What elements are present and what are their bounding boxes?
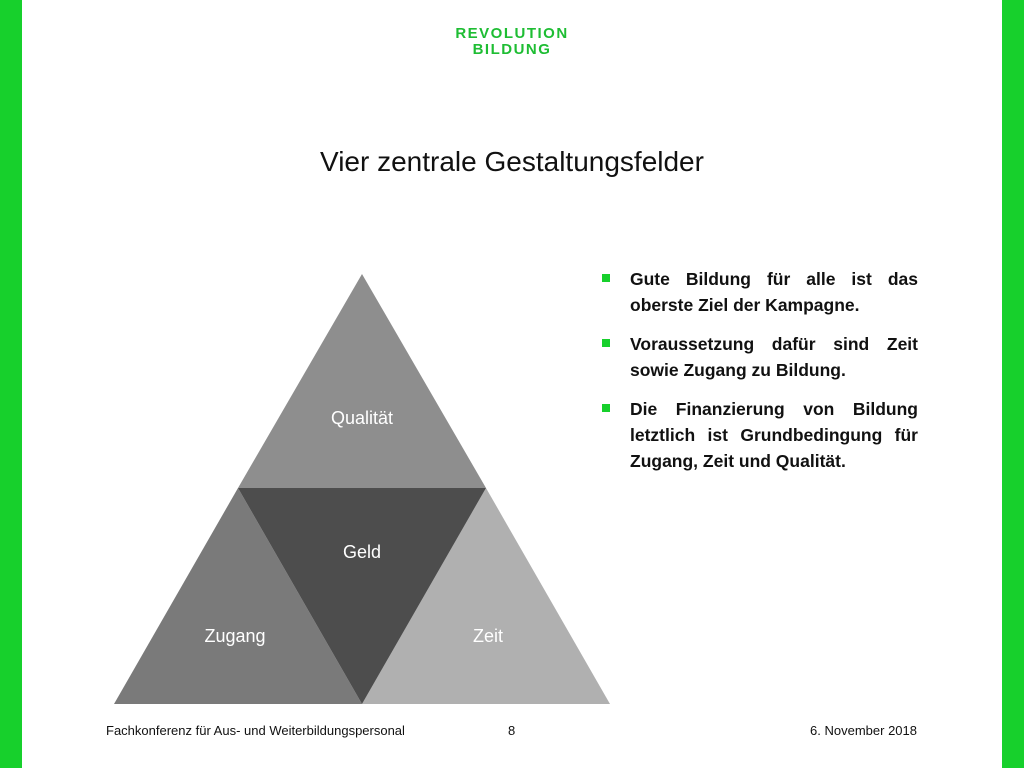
square-bullet-icon [602,339,610,347]
label-money: Geld [342,542,382,562]
bullet-item [600,396,918,474]
footer-event-name: Fachkonferenz für Aus- und Weiterbildungspersonal [106,723,405,738]
bullet-text: Gute Bildung für alle ist das oberste Ziel der Kampagne. [630,269,918,315]
slide-title: Vier zentrale Gestaltungsfelder [320,146,704,177]
logo-line-2: BILDUNG [472,41,552,58]
square-bullet-icon [602,404,610,412]
bullet-list [600,266,918,487]
bullet-item [600,266,918,318]
label-access: Zugang [204,626,266,646]
bullet-text: Voraussetzung dafür sind Zeit sowie Zugang zu Bildung. [630,334,918,380]
square-bullet-icon [602,274,610,282]
bullet-item [600,331,918,383]
bullet-text: Die Finanzierung von Bildung letztlich ist Grundbedingung für Zugang, Zeit und Qualität. [630,399,918,471]
label-time: Zeit [472,626,504,646]
footer-date: 6. November 2018 [810,723,917,738]
label-quality: Qualität [330,408,394,428]
logo-line-1: REVOLUTION [455,25,569,42]
triangle-quality [238,274,486,488]
footer-page-number: 8 [508,723,516,738]
